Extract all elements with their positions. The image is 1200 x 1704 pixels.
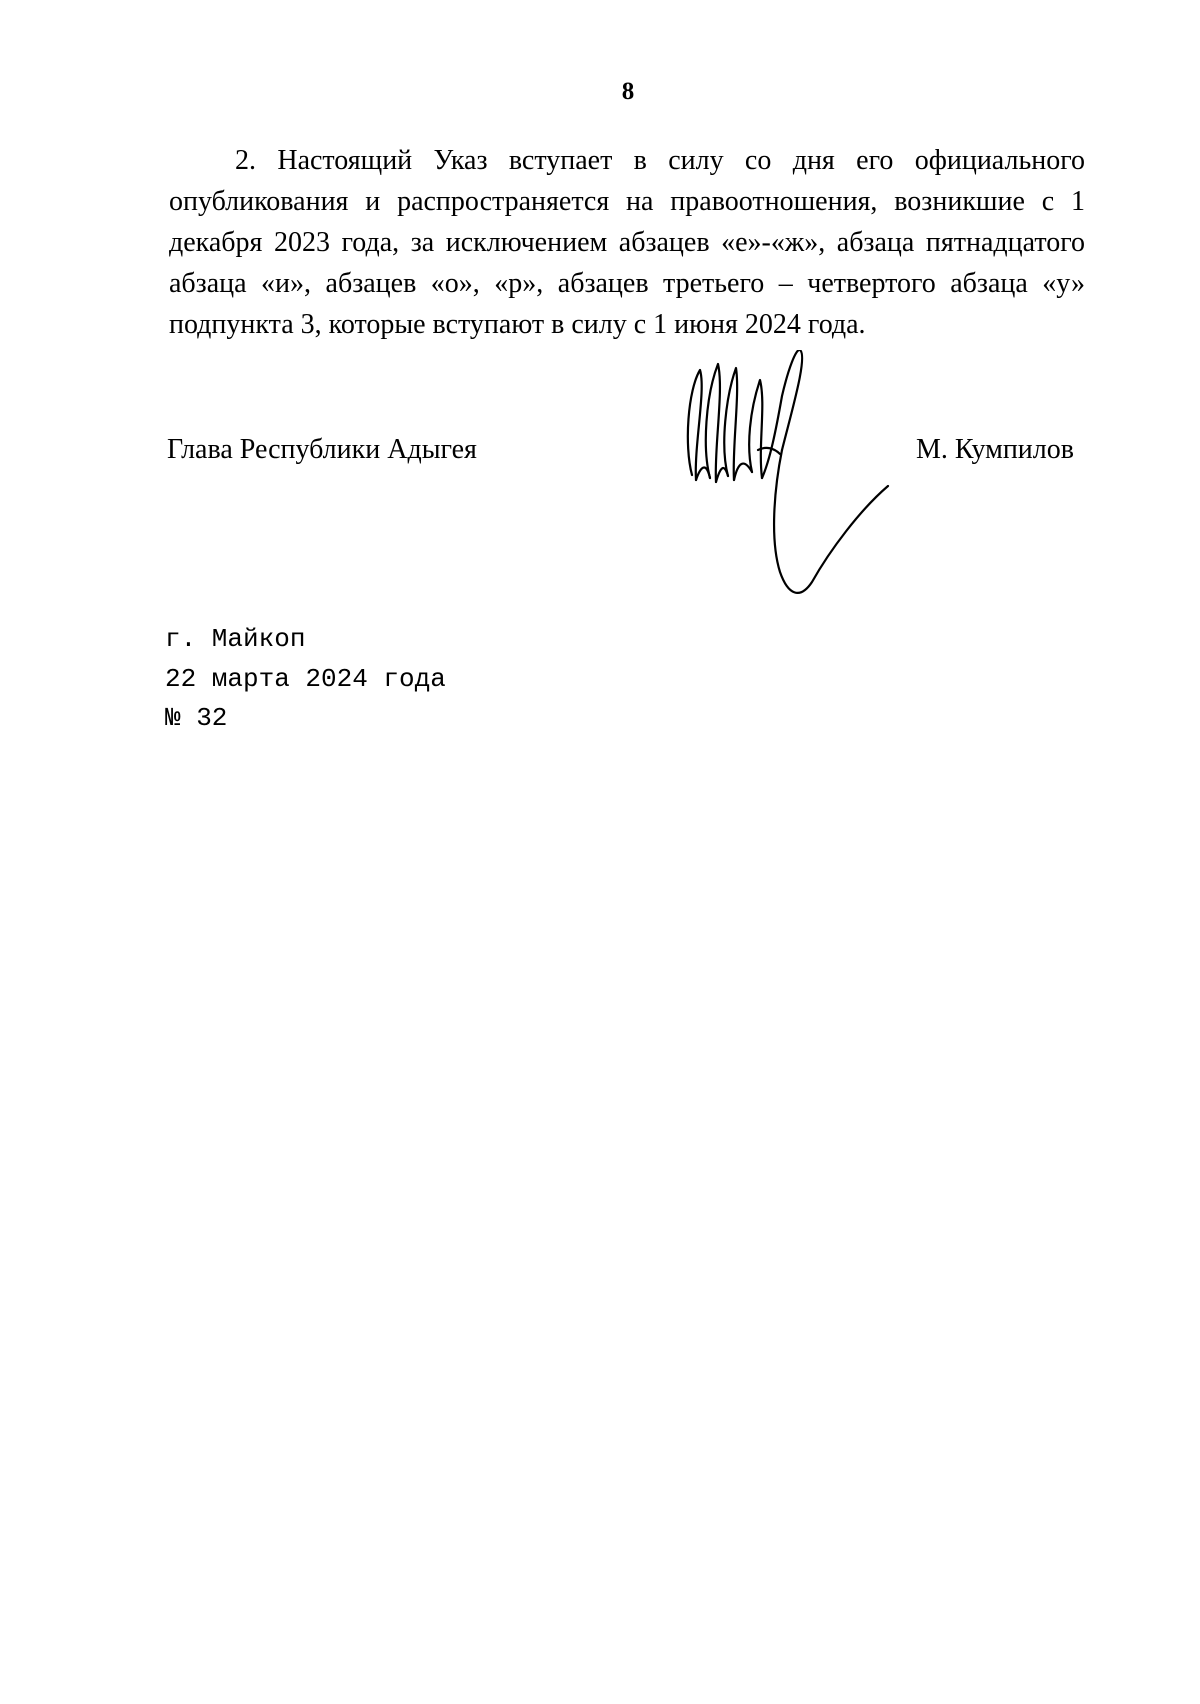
body-paragraph: 2. Настоящий Указ вступает в силу со дня его официального опубликования и распространяется на правоотношения, возникшие с 1 декабря 2023 года, за исключением абзацев «е»-«ж», абзаца пятнадцатого абзаца «и», абзацев «о», «р», абзацев третьего – четвертого абзаца «у» подпункта 3, которые вступают в силу с 1 июня 2024 года. [169, 145, 1085, 340]
signer-name: М. Кумпилов [916, 434, 1074, 465]
issue-city: г. Майкоп [165, 624, 306, 654]
page-number: 8 [621, 78, 635, 105]
issue-date: 22 марта 2024 года [165, 664, 446, 694]
issue-number: № 32 [165, 703, 228, 733]
handwritten-signature [670, 350, 890, 610]
signer-title: Глава Республики Адыгея [167, 434, 477, 465]
